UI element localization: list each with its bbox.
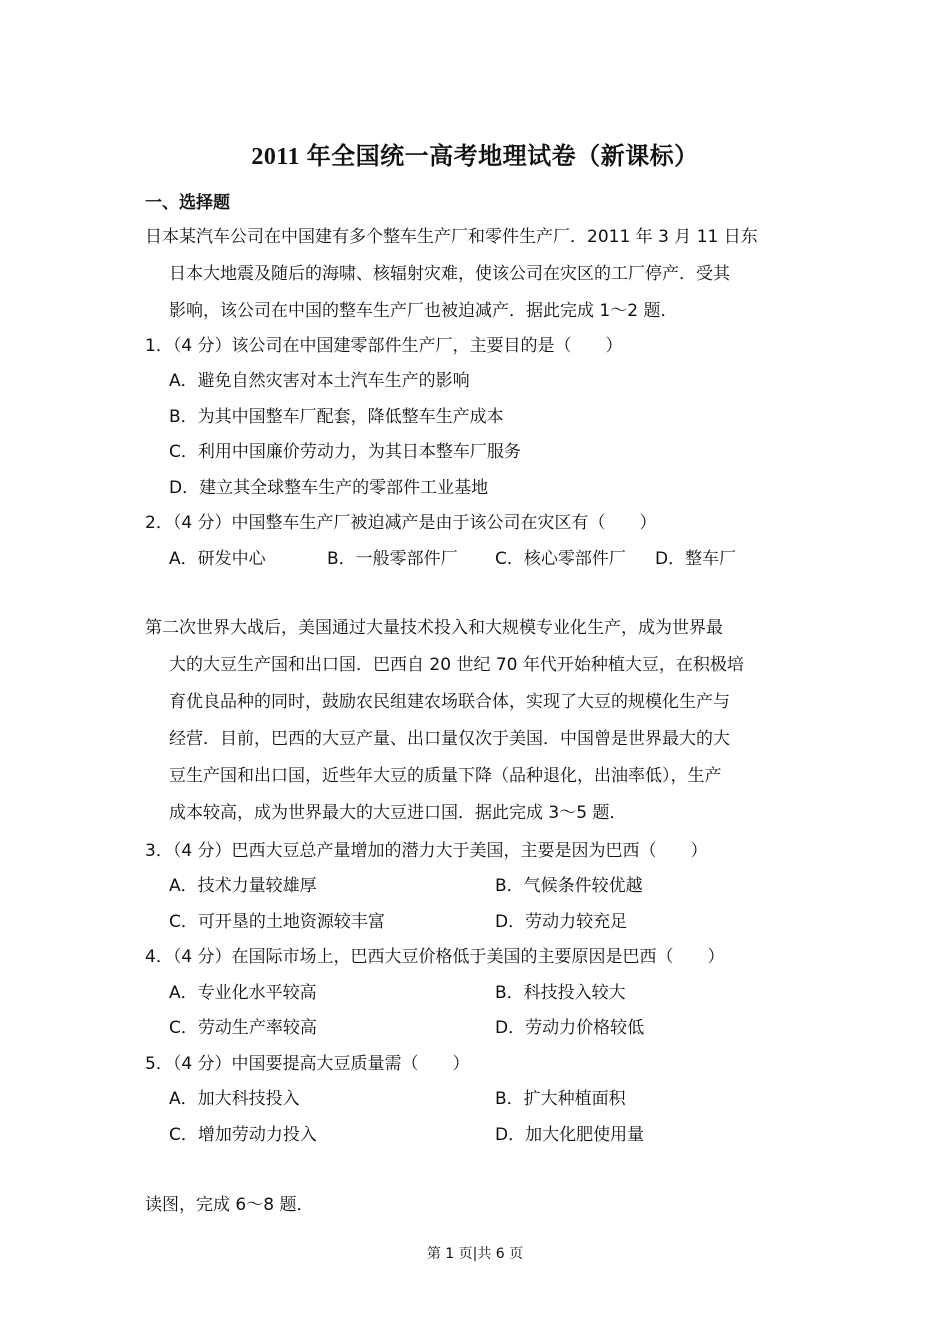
question-5-option-d: D．加大化肥使用量 (495, 1125, 645, 1145)
question-2-option-b: B．一般零部件厂 (327, 549, 458, 569)
passage-1-line-3: 影响，该公司在中国的整车生产厂也被迫减产．据此完成 1～2 题． (169, 301, 678, 321)
question-4-option-a: A．专业化水平较高 (169, 983, 317, 1003)
question-2-stem: 2．（4 分）中国整车生产厂被迫减产是由于该公司在灾区有（ ） (145, 513, 657, 533)
passage-2 (145, 610, 810, 832)
question-3-stem: 3．（4 分）巴西大豆总产量增加的潜力大于美国，主要是因为巴西（ ） (145, 841, 708, 861)
passage-1-line-1: 日本某汽车公司在中国建有多个整车生产厂和零件生产厂．2011 年 3 月 11 日东 (145, 227, 758, 247)
section-heading: 一、选择题 (145, 193, 230, 213)
passage-2-line-4: 经营．目前，巴西的大豆产量、出口量仅次于美国．中国曾是世界最大的大 (169, 729, 730, 749)
question-2-option-a: A．研发中心 (169, 549, 266, 569)
passage-2-line-5: 豆生产国和出口国，近些年大豆的质量下降（品种退化，出油率低），生产 (169, 766, 722, 786)
question-5-stem: 5．（4 分）中国要提高大豆质量需（ ） (145, 1054, 470, 1074)
question-5-option-c: C．增加劳动力投入 (169, 1125, 317, 1145)
question-2-option-d: D．整车厂 (655, 549, 737, 569)
question-5-option-a: A．加大科技投入 (169, 1089, 300, 1109)
question-1-option-c: C．利用中国廉价劳动力，为其日本整车厂服务 (169, 442, 521, 462)
question-3-option-d: D．劳动力较充足 (495, 912, 628, 932)
question-1-option-d: D．建立其全球整车生产的零部件工业基地 (169, 478, 489, 498)
page-title: 2011 年全国统一高考地理试卷（新课标） (251, 144, 699, 170)
question-2-option-c: C．核心零部件厂 (495, 549, 626, 569)
passage-1-line-2: 日本大地震及随后的海啸、核辐射灾难，使该公司在灾区的工厂停产．受其 (169, 264, 730, 284)
question-1-option-b: B．为其中国整车厂配套，降低整车生产成本 (169, 407, 504, 427)
question-4-option-b: B．科技投入较大 (495, 983, 626, 1003)
question-1-stem: 1．（4 分）该公司在中国建零部件生产厂，主要目的是（ ） (145, 336, 623, 356)
question-4-option-d: D．劳动力价格较低 (495, 1018, 645, 1038)
question-4-option-c: C．劳动生产率较高 (169, 1018, 317, 1038)
passage-2-line-6: 成本较高，成为世界最大的大豆进口国．据此完成 3～5 题． (169, 803, 627, 823)
passage-3: 读图，完成 6～8 题． (145, 1195, 314, 1215)
passage-2-line-2: 大的大豆生产国和出口国．巴西自 20 世纪 70 年代开始种植大豆，在积极培 (169, 655, 744, 675)
question-3-option-a: A．技术力量较雄厚 (169, 876, 317, 896)
question-4-stem: 4．（4 分）在国际市场上，巴西大豆价格低于美国的主要原因是巴西（ ） (145, 947, 725, 967)
question-1-option-a: A．避免自然灾害对本土汽车生产的影响 (169, 371, 470, 391)
passage-1 (145, 219, 810, 330)
question-3-option-c: C．可开垦的土地资源较丰富 (169, 912, 385, 932)
passage-2-line-3: 育优良品种的同时，鼓励农民组建农场联合体，实现了大豆的规模化生产与 (169, 692, 730, 712)
question-3-option-b: B．气候条件较优越 (495, 876, 643, 896)
question-5-option-b: B．扩大种植面积 (495, 1089, 626, 1109)
page-footer: 第 1 页|共 6 页 (426, 1246, 524, 1262)
passage-2-line-1: 第二次世界大战后，美国通过大量技术投入和大规模专业化生产，成为世界最 (145, 618, 723, 638)
